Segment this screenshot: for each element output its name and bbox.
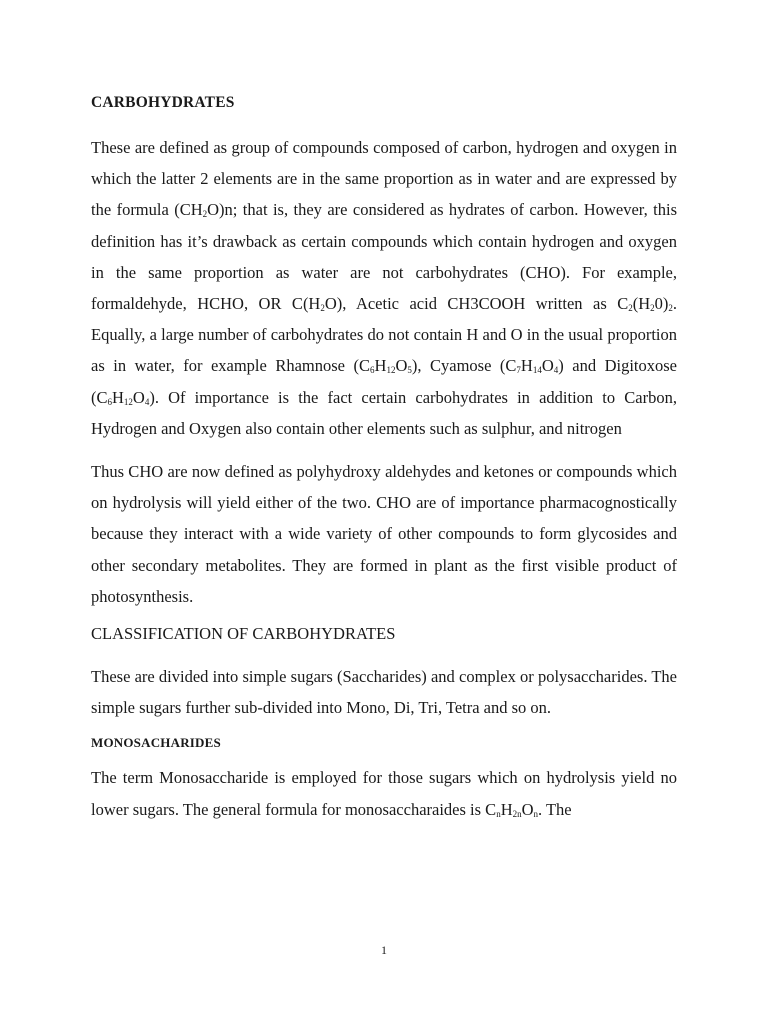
heading-classification: CLASSIFICATION OF CARBOHYDRATES	[91, 624, 396, 644]
paragraph-redefinition: Thus CHO are now defined as polyhydroxy aldehydes and ketones or compounds which on hydrolysis will yield either of the two. CHO are of importance pharmacognostically because they interact with a wide variety of other compounds to form glycosides and other secondary metabolites. They are formed in plant as the first visible product of photosynthesis.	[91, 462, 677, 606]
paragraph-classification: These are divided into simple sugars (Saccharides) and complex or polysaccharides. The simple sugars further sub-divided into Mono, Di, Tri, Tetra and so on.	[91, 667, 677, 718]
paragraph-monosaccharides: The term Monosaccharide is employed for those sugars which on hydrolysis yield no lower sugars. The general formula for monosaccharaides is $C_nH_{2n}O_n$. The	[91, 768, 677, 819]
heading-monosaccharides: MONOSACHARIDES	[91, 735, 221, 751]
page-number: 1	[381, 943, 387, 957]
paragraph-definition: These are defined as group of compounds composed of carbon, hydrogen and oxygen in which the latter 2 elements are in the same proportion as in water and are expressed by the formula $(CH_2O)n$; that is, they are considered as hydrates of carbon. However, this definition has it’s drawback as certain compounds which contain hydrogen and oxygen in the same proportion as water are not carbohydrates (CHO). For example, formaldehyde, HCHO, OR $C(H_2O)$, Acetic acid CH3COOH written as $C_2(H_20)_2$. Equally, a large number of carbohydrates do not contain H and O in the usual proportion as in water, for example Rhamnose $(C_6H_{12}O_5)$, Cyamose $(C_7H_{14}O_4)$ and Digitoxose $(C_6H_{12}O_4)$. Of importance is the fact certain carbohydrates in addition to Carbon, Hydrogen and Oxygen also contain other elements such as sulphur, and nitrogen	[91, 138, 677, 438]
heading-carbohydrates: CARBOHYDRATES	[91, 94, 235, 111]
